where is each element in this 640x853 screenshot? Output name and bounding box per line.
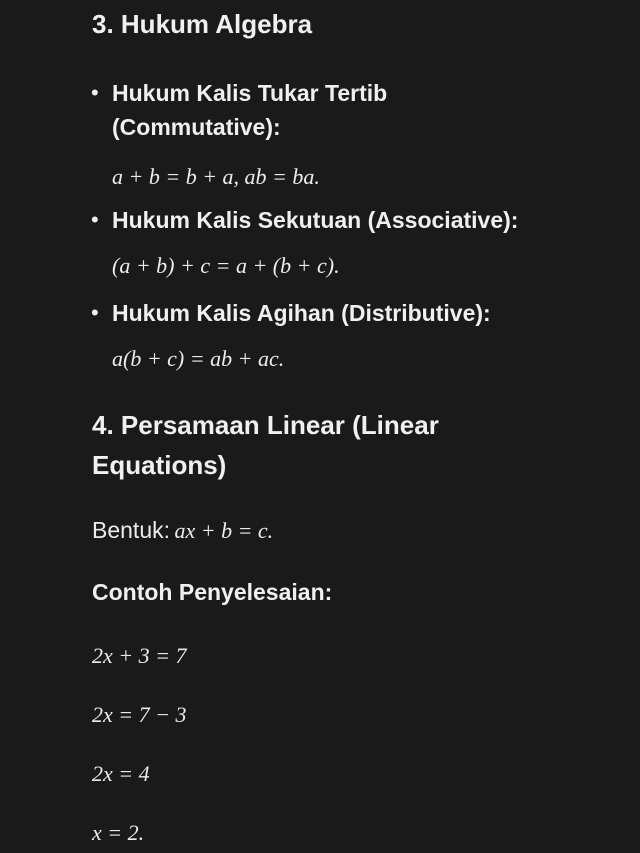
law-title: Hukum Kalis Agihan (Distributive):	[112, 300, 491, 326]
formula: a + b = b + a, ab = ba.	[112, 164, 320, 189]
solution-step: 2x = 4	[92, 761, 150, 786]
law-title: Hukum Kalis Tukar Tertib	[112, 80, 388, 106]
form-line	[92, 515, 273, 546]
solution-step: 2x + 3 = 7	[92, 643, 187, 668]
example-label: Contoh Penyelesaian:	[92, 579, 333, 605]
formula: a(b + c) = ab + ac.	[112, 346, 285, 371]
solution-step: x = 2.	[92, 820, 145, 845]
solution-step: 2x = 7 − 3	[92, 702, 187, 727]
section-heading: 4. Persamaan Linear (Linear	[92, 410, 439, 440]
bullet-icon: •	[91, 207, 99, 232]
law-title-continued: (Commutative):	[112, 114, 281, 140]
law-title: Hukum Kalis Sekutuan (Associative):	[112, 207, 519, 233]
formula: (a + b) + c = a + (b + c).	[112, 253, 340, 278]
section-heading-block	[92, 405, 612, 485]
bullet-icon: •	[91, 80, 99, 105]
form-formula: ax + b = c.	[174, 518, 274, 543]
list-item	[92, 296, 612, 330]
section-heading-continued: Equations)	[92, 450, 227, 480]
list-item	[92, 76, 612, 144]
form-label: Bentuk:	[92, 517, 170, 543]
section-heading: 3. Hukum Algebra	[92, 9, 313, 39]
list-item	[92, 203, 612, 237]
bullet-icon: •	[91, 300, 99, 325]
